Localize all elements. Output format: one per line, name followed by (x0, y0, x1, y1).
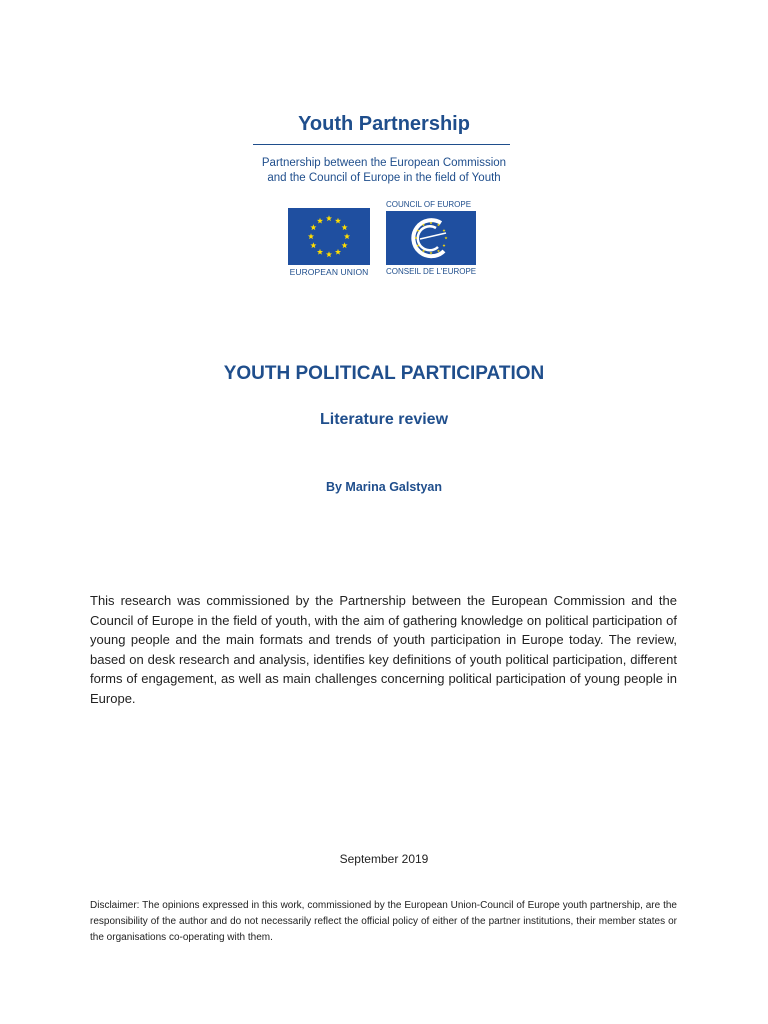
document-author: By Marina Galstyan (325, 480, 442, 494)
star-icon (326, 215, 332, 221)
star-icon (444, 236, 447, 239)
eu-stars-icon (288, 208, 370, 265)
coe-emblem-icon (386, 211, 476, 265)
partnership-title: Youth Partnership (298, 113, 470, 135)
star-icon (342, 224, 348, 230)
star-icon (437, 249, 440, 252)
coe-flag-logo (386, 211, 476, 265)
eu-flag-logo (288, 208, 370, 265)
disclaimer-paragraph: Disclaimer: The opinions expressed in this work, commissioned by the European Union-Council of Europe youth partnership, are the responsibility of the author and do not necessarily reflect the official policy of either of the partner institutions, their member states or the organisations co-operating with them. (90, 900, 677, 943)
star-icon (344, 233, 350, 239)
star-icon (442, 244, 445, 247)
publication-date: September 2019 (339, 852, 429, 866)
star-icon (335, 218, 341, 224)
star-icon (335, 249, 341, 255)
title-divider (253, 144, 510, 145)
star-icon (310, 242, 316, 248)
partnership-subtitle-line2: and the Council of Europe in the field of Youth (267, 172, 501, 184)
star-icon (310, 224, 316, 230)
coe-logo-top-caption: COUNCIL OF EUROPE (386, 200, 472, 209)
star-icon (317, 218, 323, 224)
eu-logo-caption: EUROPEAN UNION (289, 267, 369, 277)
document-subtitle: Literature review (319, 411, 449, 428)
partnership-subtitle-line1: Partnership between the European Commission (261, 157, 507, 169)
abstract-paragraph: This research was commissioned by the Partnership between the European Commission and the Council of Europe in the field of youth, with the aim of gathering knowledge on political participation of young people and the main formats and trends of youth participation in Europe today. The review, based on desk research and analysis, identifies key definitions of youth political participation, different forms of engagement, as well as main challenges concerning political participation of young people in Europe. (90, 593, 677, 706)
star-icon (442, 229, 445, 232)
star-icon (308, 233, 314, 239)
star-icon (317, 249, 323, 255)
star-icon (326, 251, 332, 257)
document-title: YOUTH POLITICAL PARTICIPATION (223, 363, 545, 384)
star-icon (342, 242, 348, 248)
partnership-subtitle (0, 156, 768, 186)
star-icon (429, 251, 432, 254)
coe-logo-caption: CONSEIL DE L'EUROPE (386, 267, 477, 276)
